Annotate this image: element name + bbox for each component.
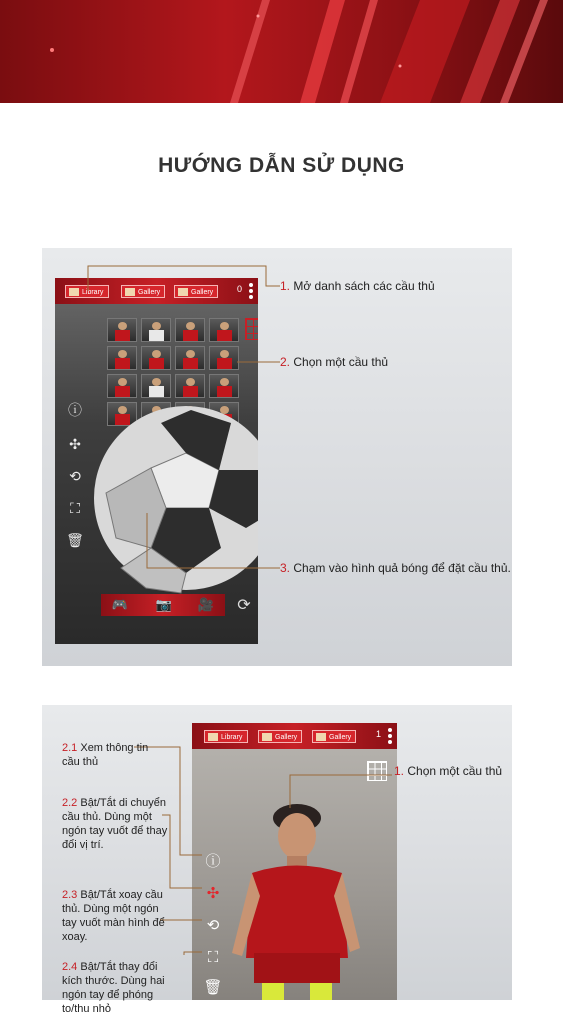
header-banner bbox=[0, 0, 563, 103]
player-count: 1 bbox=[376, 729, 382, 739]
resize-icon[interactable]: ⛶ bbox=[207, 949, 219, 966]
player-count: 0 bbox=[237, 284, 243, 294]
note-choose-player-2 bbox=[394, 764, 502, 778]
instruction-panel-2 bbox=[42, 705, 512, 1015]
note-text: Chạm vào hình quả bóng để đặt cầu thủ. bbox=[293, 561, 511, 575]
note-number: 2. bbox=[280, 355, 291, 369]
move-icon[interactable]: ✣ bbox=[206, 885, 220, 902]
refresh-icon[interactable]: ⟳ bbox=[237, 597, 251, 614]
tab-library-label: Library bbox=[221, 734, 243, 741]
tab-gallery-label: Gallery bbox=[138, 289, 161, 296]
note-text: Bật/Tắt di chuyển cầu thủ. Dùng một ngón tay vuốt để thay đổi vị trí. bbox=[62, 797, 168, 851]
trash-icon[interactable]: 🗑 bbox=[203, 979, 223, 996]
note-text: Bật/Tắt thay đổi kích thước. Dùng hai ngón tay để phóng to/thu nhỏ bbox=[62, 961, 165, 1015]
note-tap-ball bbox=[280, 561, 511, 575]
note-text: Bật/Tắt xoay cầu thủ. Dùng một ngón tay vuốt màn hình để xoay. bbox=[62, 889, 165, 943]
note-number: 3. bbox=[280, 561, 291, 575]
resize-icon[interactable]: ⛶ bbox=[70, 500, 80, 516]
video-icon[interactable]: 🎥 bbox=[197, 597, 215, 612]
note-text: Chọn một cầu thủ bbox=[407, 764, 503, 778]
tab-gallery-label: Gallery bbox=[275, 734, 298, 741]
note-text: Chọn một cầu thủ bbox=[293, 355, 389, 369]
note-number: 2.1 bbox=[62, 742, 78, 754]
instruction-panel-1 bbox=[42, 248, 512, 666]
rotate-icon[interactable]: ⟲ bbox=[69, 468, 81, 484]
note-open-list bbox=[280, 279, 435, 293]
note-text: Xem thông tin cầu thủ bbox=[62, 742, 149, 768]
gamepad-icon[interactable]: 🎮 bbox=[111, 597, 129, 612]
info-icon[interactable]: ⓘ bbox=[205, 853, 221, 870]
note-choose-player bbox=[280, 355, 388, 369]
note-number: 2.3 bbox=[62, 889, 78, 901]
rotate-icon[interactable]: ⟲ bbox=[206, 917, 220, 934]
camera-icon[interactable]: 📷 bbox=[155, 597, 173, 612]
trash-icon[interactable]: 🗑 bbox=[66, 532, 84, 548]
note-rotate bbox=[62, 888, 167, 944]
info-icon[interactable]: ⓘ bbox=[68, 402, 82, 418]
tab-gallery-video-label: Gallery bbox=[329, 734, 352, 741]
tab-library-label: Library bbox=[82, 289, 104, 296]
note-resize bbox=[62, 960, 174, 1016]
note-move bbox=[62, 796, 174, 852]
page-title: HƯỚNG DẪN SỬ DỤNG bbox=[158, 154, 405, 177]
note-number: 1. bbox=[280, 279, 291, 293]
note-number: 2.2 bbox=[62, 797, 78, 809]
note-info bbox=[62, 741, 167, 769]
move-icon[interactable]: ✣ bbox=[69, 436, 81, 452]
banner-stripes bbox=[0, 0, 563, 103]
note-number: 2.4 bbox=[62, 961, 78, 973]
callout-lines-1 bbox=[42, 248, 512, 666]
tab-gallery-video-label: Gallery bbox=[191, 289, 214, 296]
note-number: 1. bbox=[394, 764, 405, 778]
note-text: Mở danh sách các cầu thủ bbox=[293, 279, 435, 293]
